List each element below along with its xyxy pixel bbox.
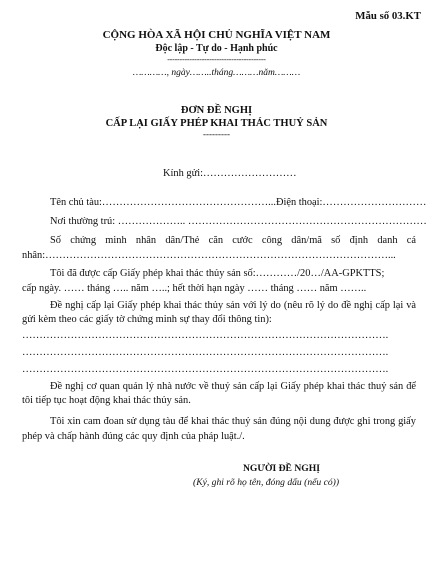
id-field-line1: Số chứng minh nhân dân/Thẻ căn cước công dân/mã số định danh cá [50,235,416,246]
reason-dots-2: ……………………………………………………………………………………………. [22,347,389,358]
date-line: …………, ngày……..tháng………năm……… [132,68,301,78]
motto: Độc lập - Tự do - Hạnh phúc [155,43,278,54]
residence-field: Nơi thường trú: ……………….. …………………………………………………………… [50,216,427,227]
form-code: Mẫu số 03.KT [355,10,421,22]
document-title: ĐƠN ĐỀ NGHỊ [180,105,253,116]
title-divider: --------- [203,129,230,139]
document-subtitle: CẤP LẠI GIẤY PHÉP KHAI THÁC THUỶ SẢN [105,118,328,129]
reason-paragraph: Đề nghị cấp lại Giấy phép khai thác thủy sản với lý do (nêu rõ lý do đề nghị cấp lại và gửi kèm theo các giấy tờ chứng minh sự thay đổi thông tin): [22,300,416,325]
commitment-paragraph: Tôi xin cam đoan sử dụng tàu để khai thác thuỷ sản đúng nội dung được ghi trong giấy phép và chấp hành đúng các quy định của pháp luật./. [22,416,416,442]
license-line2: cấp ngày. …… tháng ….. năm …..; hết thời hạn ngày …… tháng …… năm …….. [22,283,367,294]
request-paragraph: Đề nghị cơ quan quản lý nhà nước về thuỷ sản cấp lại Giấy phép khai thác thuỷ sản để tôi tiếp tục hoạt động khai thác thủy sản. [22,381,416,406]
signature-label: NGƯỜI ĐỀ NGHỊ [243,463,320,474]
nation-header: CỘNG HÒA XÃ HỘI CHỦ NGHĨA VIỆT NAM [102,29,331,41]
owner-phone-field: Tên chủ tàu:…………………………………………...Điện thoại:………………………… [50,197,427,208]
header-divider: ---------------------------------------- [167,55,266,64]
signature-note: (Ký, ghi rõ họ tên, đóng dấu (nếu có)) [193,477,340,488]
reason-dots-1: ……………………………………………………………………………………………. [22,330,389,341]
reason-dots-3: ……………………………………………………………………………………………. [22,364,389,375]
license-line1: Tôi đã được cấp Giấy phép khai thác thủy sản số:…………/20…/AA-GPKTTS; [50,268,385,279]
addressee-line: Kính gửi:……………………… [163,168,297,179]
id-field-line2: nhân:………………………………………………………………………………………... [22,250,396,261]
